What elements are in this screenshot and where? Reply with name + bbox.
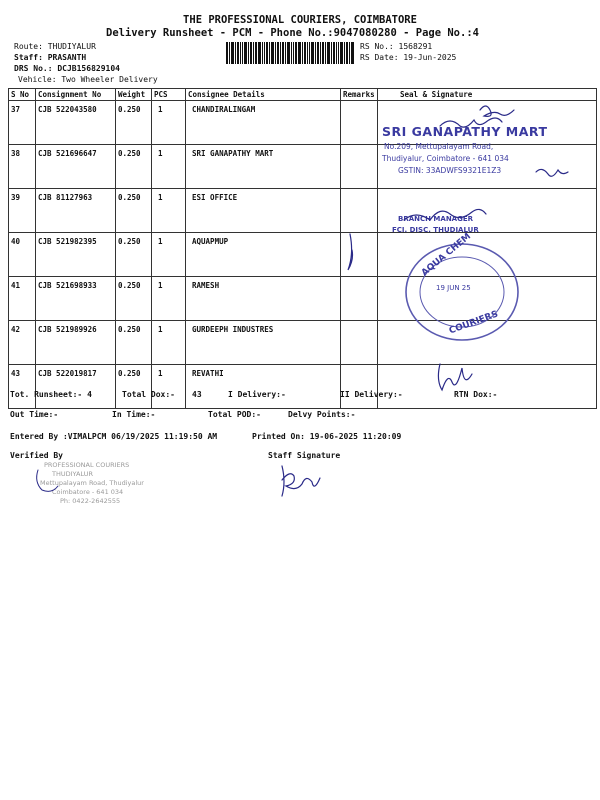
rs-number: RS No.: 1568291 <box>360 42 433 51</box>
column-header: Weight <box>116 89 152 101</box>
vehicle-label: Vehicle: Two Wheeler Delivery <box>18 75 158 84</box>
cell-sno: 40 <box>9 233 36 277</box>
cell-consignment: CJB 521696647 <box>36 145 116 189</box>
faded-stamp-line: Coimbatore - 641 034 <box>52 488 124 496</box>
branch-stamp-title: BRANCH MANAGER <box>398 215 474 223</box>
cell-weight: 0.250 <box>116 233 152 277</box>
verified-by: Verified By <box>10 451 63 460</box>
tot-runsheet: Tot. Runsheet:- 4 <box>10 390 92 399</box>
column-header: Consignment No <box>36 89 116 101</box>
printed-on: Printed On: 19-06-2025 11:20:09 <box>252 432 402 441</box>
cell-sno: 41 <box>9 277 36 321</box>
cell-sno: 37 <box>9 101 36 145</box>
cell-pcs: 1 <box>152 321 186 365</box>
cell-consignee: SRI GANAPATHY MART <box>186 145 341 189</box>
cell-sno: 42 <box>9 321 36 365</box>
cell-consignee: ESI OFFICE <box>186 189 341 233</box>
cell-consignment: CJB 81127963 <box>36 189 116 233</box>
cell-sno: 39 <box>9 189 36 233</box>
cell-pcs: 1 <box>152 145 186 189</box>
cell-pcs: 1 <box>152 277 186 321</box>
cell-pcs: 1 <box>152 233 186 277</box>
cell-pcs: 1 <box>152 189 186 233</box>
document-subtitle: Delivery Runsheet - PCM - Phone No.:9047080280 - Page No.:4 <box>106 27 479 39</box>
cell-pcs: 1 <box>152 365 186 409</box>
cell-weight: 0.250 <box>116 101 152 145</box>
shop-stamp-address: Thudiyalur, Coimbatore - 641 034 <box>382 154 509 163</box>
cell-consignee: AQUAPMUP <box>186 233 341 277</box>
faded-stamp-line: Ph: 0422-2642555 <box>60 497 121 505</box>
handwritten-signatures-icon <box>340 96 600 396</box>
cell-consignment: CJB 521982395 <box>36 233 116 277</box>
column-header: PCS <box>152 89 186 101</box>
i-delivery: I Delivery:- <box>228 390 286 399</box>
document-title: THE PROFESSIONAL COURIERS, COIMBATORE <box>183 14 417 26</box>
in-time: In Time:- <box>112 410 156 419</box>
cell-consignment: CJB 522043580 <box>36 101 116 145</box>
round-stamp-bottom: COURIERS <box>447 309 500 337</box>
total-dox-value: 43 <box>192 390 202 399</box>
faded-stamp-line: THUDIYALUR <box>52 470 94 478</box>
cell-sno: 38 <box>9 145 36 189</box>
cell-consignee: RAMESH <box>186 277 341 321</box>
cell-consignment: CJB 521698933 <box>36 277 116 321</box>
verifier-signature-icon <box>30 460 220 520</box>
out-time: Out Time:- <box>10 410 59 419</box>
shop-stamp-address: No.209, Mettupalayam Road, <box>384 142 494 151</box>
cell-weight: 0.250 <box>116 365 152 409</box>
column-header: Consignee Details <box>186 89 341 101</box>
round-stamp-date: 19 JUN 25 <box>436 284 471 292</box>
shop-stamp-name: SRI GANAPATHY MART <box>382 124 548 139</box>
rtn-dox: RTN Dox:- <box>454 390 498 399</box>
column-header: Seal & Signature <box>378 89 597 101</box>
barcode <box>226 42 354 64</box>
cell-consignee: CHANDIRALINGAM <box>186 101 341 145</box>
entered-by: Entered By :VIMALPCM 06/19/2025 11:19:50 AM <box>10 432 218 441</box>
round-stamp-top: AQUA CHEM <box>419 231 474 279</box>
shop-stamp-gstin: GSTIN: 33ADWFS9321E1Z3 <box>398 166 502 175</box>
ii-delivery: II Delivery:- <box>340 390 403 399</box>
faded-stamp-line: Mettupalayam Road, Thudiyalur <box>40 479 144 487</box>
cell-consignment: CJB 522019817 <box>36 365 116 409</box>
drs-number: DRS No.: DCJB156829104 <box>14 64 120 73</box>
cell-weight: 0.250 <box>116 145 152 189</box>
cell-weight: 0.250 <box>116 321 152 365</box>
column-header: S No <box>9 89 36 101</box>
staff-label: Staff: PRASANTH <box>14 53 87 62</box>
cell-weight: 0.250 <box>116 189 152 233</box>
cell-consignment: CJB 521989926 <box>36 321 116 365</box>
branch-stamp-place: FCI. DISC. THUDIALUR <box>392 226 479 234</box>
cell-sno: 43 <box>9 365 36 409</box>
cell-weight: 0.250 <box>116 277 152 321</box>
staff-signature-icon <box>276 462 326 502</box>
total-pod: Total POD:- <box>208 410 261 419</box>
cell-consignee: GURDEEPH INDUSTRES <box>186 321 341 365</box>
route-label: Route: THUDIYALUR <box>14 42 96 51</box>
cell-consignee: REVATHI <box>186 365 341 409</box>
cell-pcs: 1 <box>152 101 186 145</box>
total-dox-label: Total Dox:- <box>122 390 175 399</box>
delvy-points: Delvy Points:- <box>288 410 356 419</box>
rs-date: RS Date: 19-Jun-2025 <box>360 53 457 62</box>
staff-signature-label: Staff Signature <box>268 451 341 460</box>
faded-stamp-line: PROFESSIONAL COURIERS <box>44 461 130 469</box>
column-header: Remarks <box>341 89 378 101</box>
